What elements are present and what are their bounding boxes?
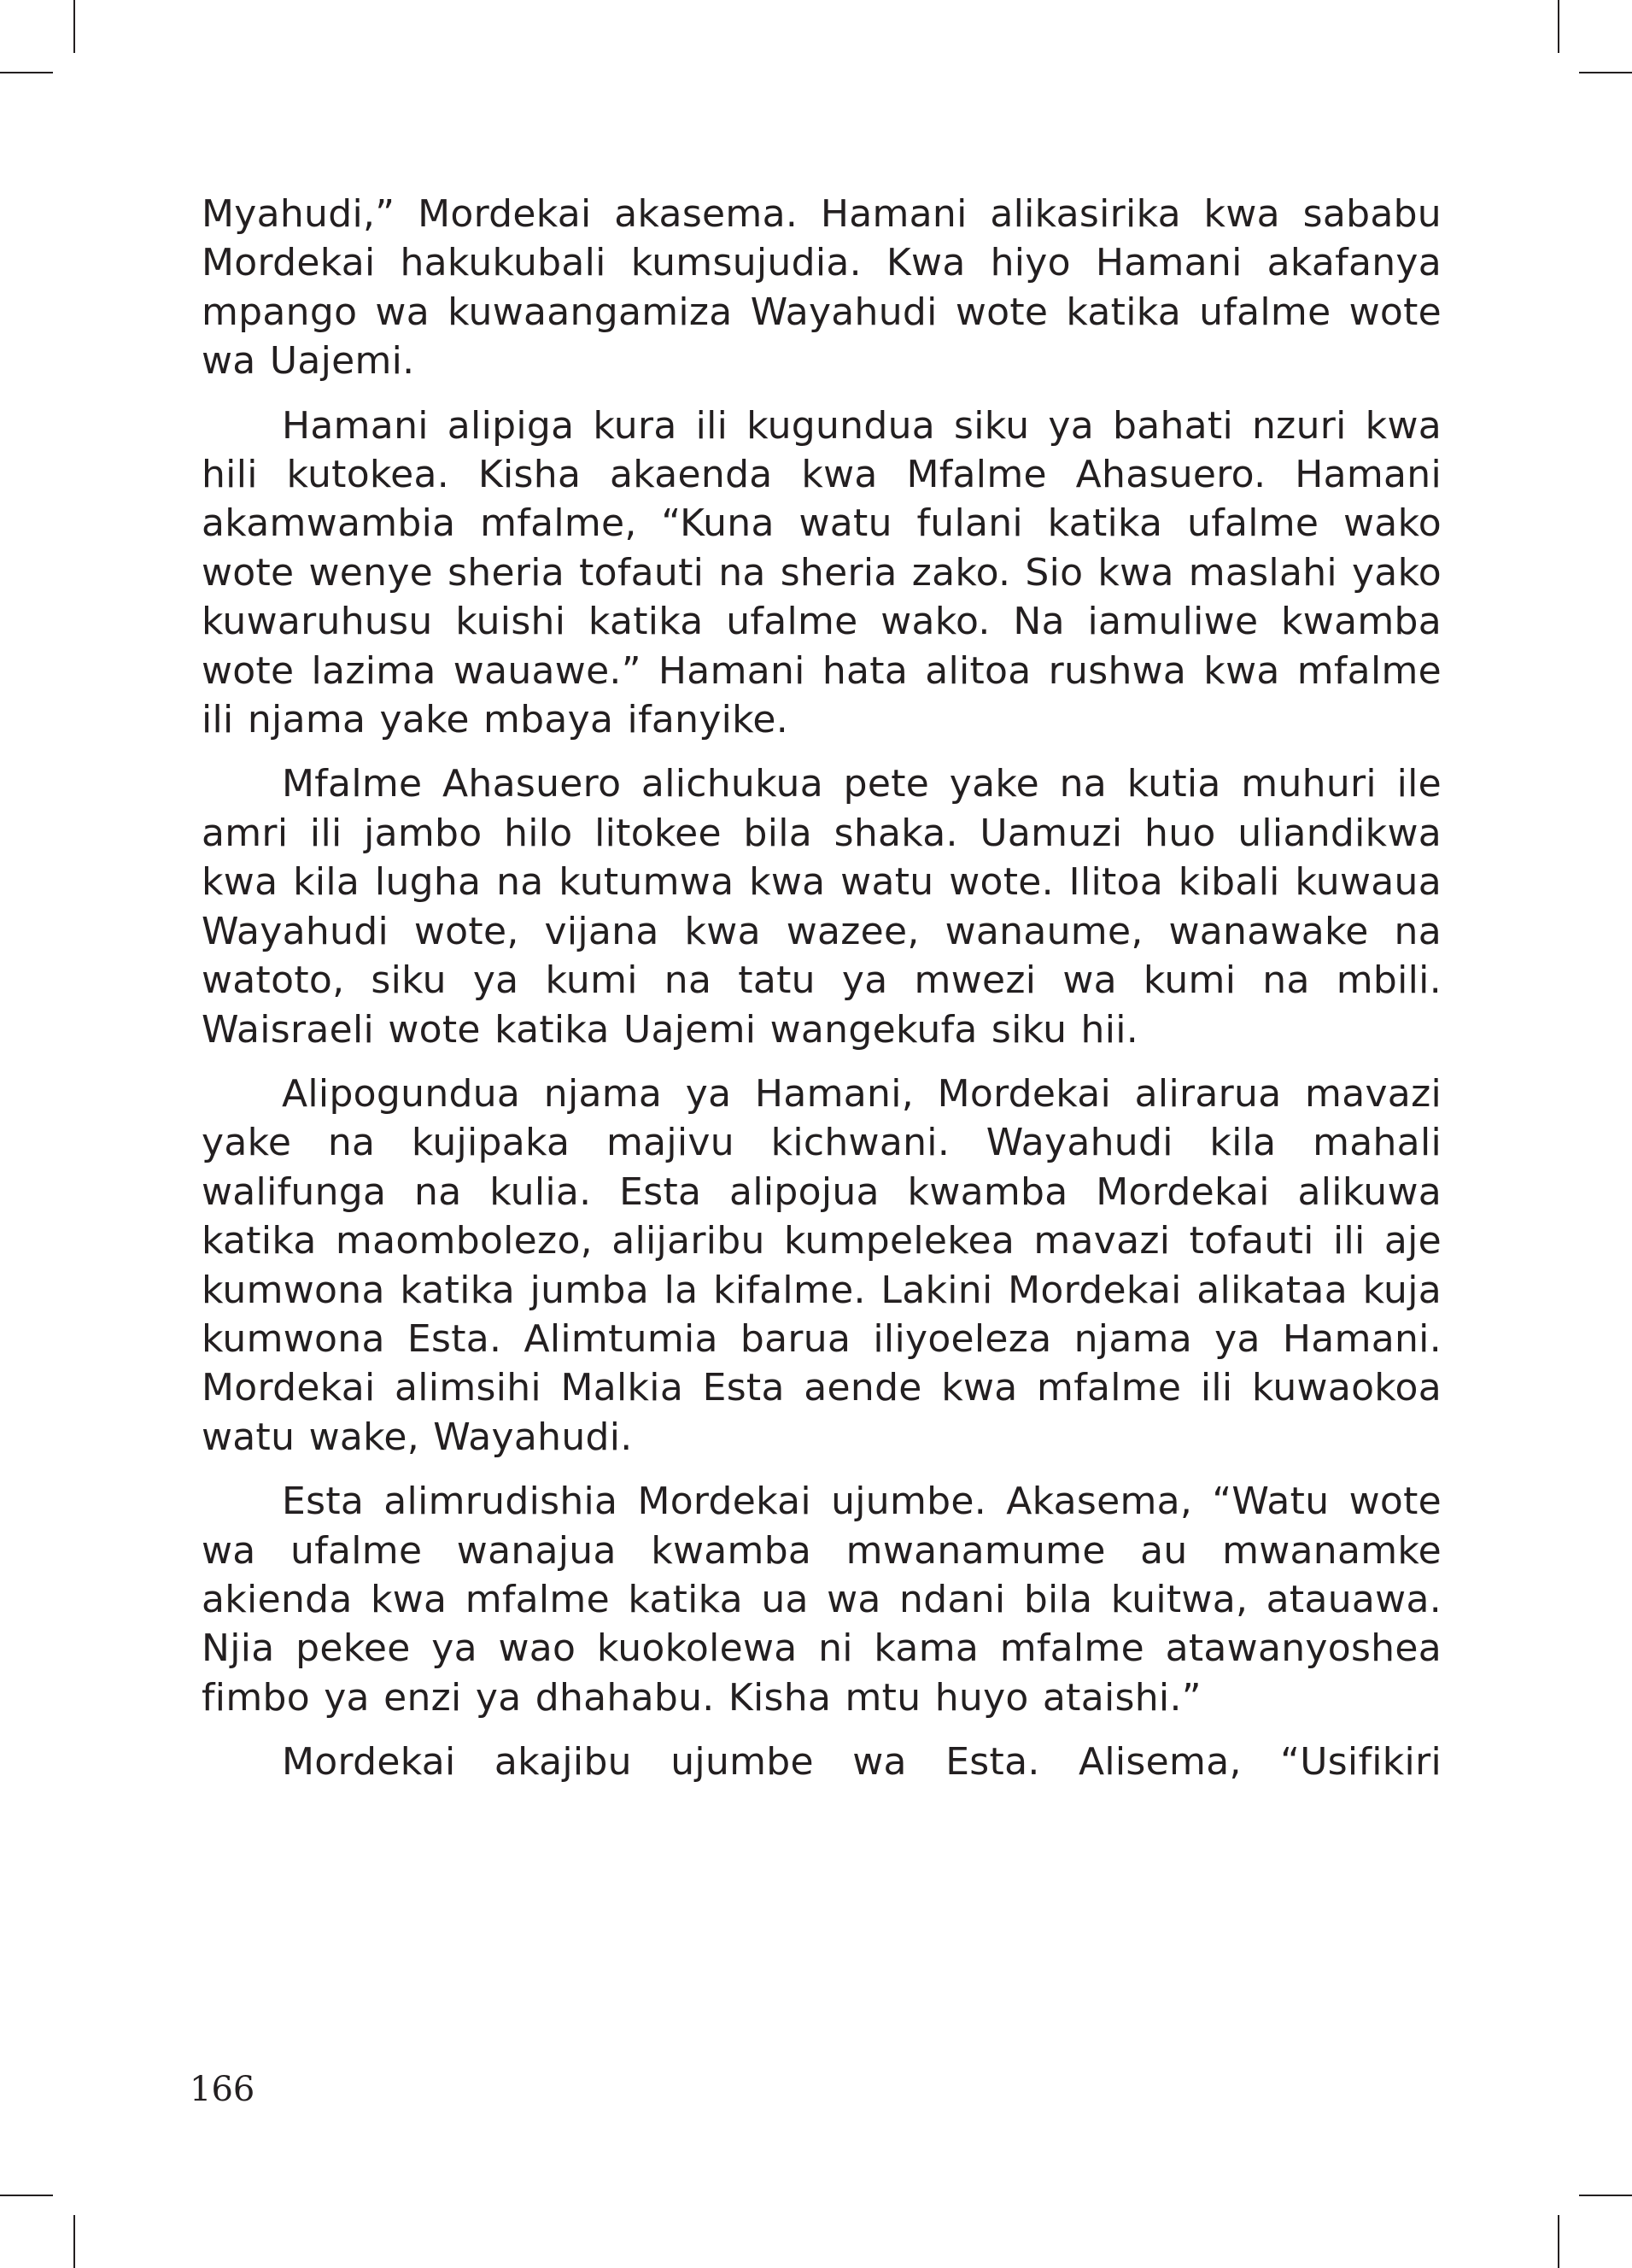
paragraph-2: Hamani alipiga kura ili kugundua siku ya bahati nzuri kwa hili kutokea. Kisha akaenda kwa Mfalme Ahasuero. Hamani akamwambia mfalme, “Kuna watu fulani katika ufalme wako wote wenye sheria tofauti na sheria zako. Sio kwa maslahi yako kuwaruhusu kuishi katika ufalme wako. Na iamuliwe kwamba wote lazima wauawe.” Hamani hata alitoa rushwa kwa mfalme ili njama yake mbaya ifanyike. (202, 403, 1442, 742)
crop-mark-left-bottom (0, 2195, 53, 2196)
paragraph-1: Myahudi,” Mordekai akasema. Hamani alikasirika kwa sababu Mordekai hakukubali kumsujudia. Kwa hiyo Hamani akafanya mpango wa kuwaangamiza Wayahudi wote katika ufalme wote wa Uajemi. (202, 192, 1442, 384)
crop-mark-top-left (73, 0, 75, 53)
paragraph-6: Mordekai akajibu ujumbe wa Esta. Alisema, “Usifikiri (282, 1740, 1442, 1785)
crop-mark-left-top (0, 72, 53, 73)
page-number: 166 (190, 2070, 255, 2109)
crop-mark-top-right (1558, 0, 1559, 53)
crop-mark-bottom-left (73, 2215, 75, 2268)
crop-mark-bottom-right (1558, 2215, 1559, 2268)
paragraph-5: Esta alimrudishia Mordekai ujumbe. Akasema, “Watu wote wa ufalme wanajua kwamba mwanamume au mwanamke akienda kwa mfalme katika ua wa ndani bila kuitwa, atauawa. Njia pekee ya wao kuokolewa ni kama mfalme atawanyoshea fimbo ya enzi ya dhahabu. Kisha mtu huyo ataishi.” (202, 1480, 1442, 1720)
body-text (202, 190, 1442, 1802)
paragraph-4: Alipogundua njama ya Hamani, Mordekai alirarua mavazi yake na kujipaka majivu kichwani. Wayahudi kila mahali walifunga na kulia. Esta alipojua kwamba Mordekai alikuwa katika maombolezo, alijaribu kumpelekea mavazi tofauti ili aje kumwona katika jumba la kifalme. Lakini Mordekai alikataa kuja kumwona Esta. Alimtumia barua iliyoeleza njama ya Hamani. Mordekai alimsihi Malkia Esta aende kwa mfalme ili kuwaokoa watu wake, Wayahudi. (202, 1071, 1442, 1459)
crop-mark-right-bottom (1579, 2195, 1632, 2196)
crop-mark-right-top (1579, 72, 1632, 73)
paragraph-3: Mfalme Ahasuero alichukua pete yake na kutia muhuri ile amri ili jambo hilo litokee bila shaka. Uamuzi huo uliandikwa kwa kila lugha na kutumwa kwa watu wote. Ilitoa kibali kuwaua Wayahudi wote, vijana kwa wazee, wanaume, wanawake na watoto, siku ya kumi na tatu ya mwezi wa kumi na mbili. Waisraeli wote katika Uajemi wangekufa siku hii. (202, 762, 1442, 1052)
